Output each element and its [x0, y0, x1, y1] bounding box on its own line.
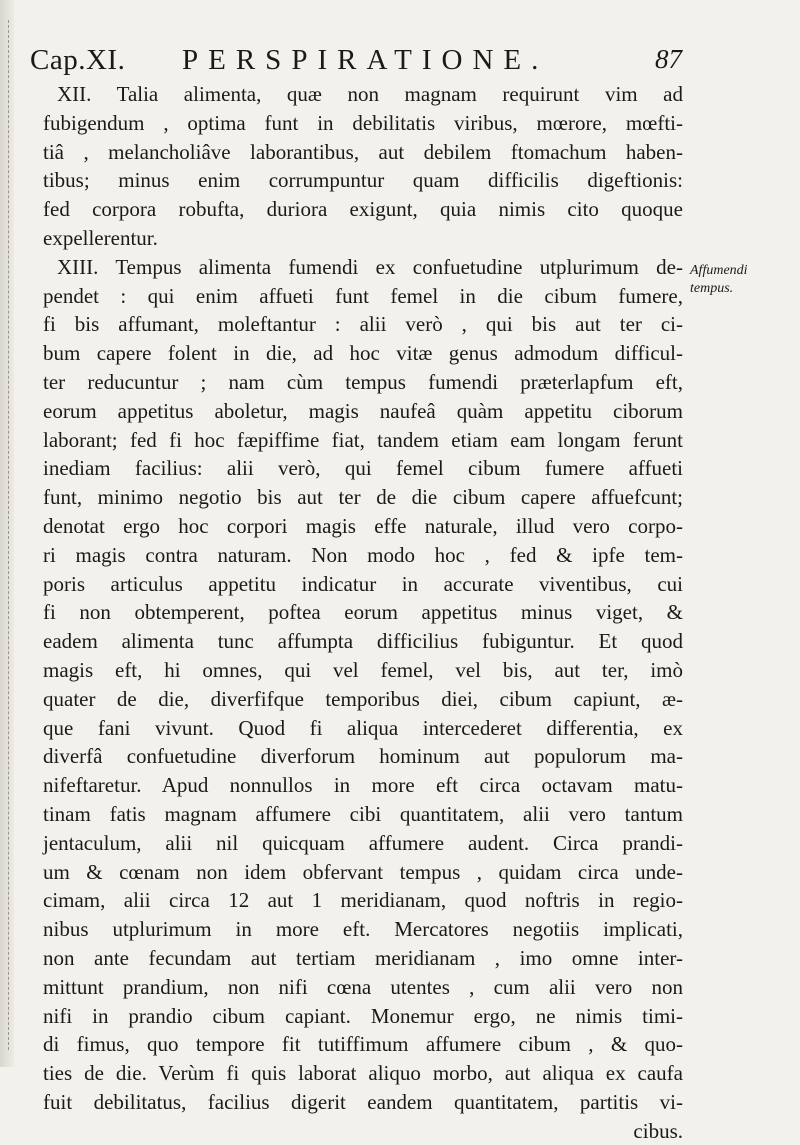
text-line: jentaculum, alii nil quicquam affumere audent. Circa prandi-: [43, 830, 683, 855]
text-line: um & cœnam non idem obfervant tempus , quidam circa unde-: [43, 859, 683, 884]
text-line: magis eft, hi omnes, qui vel femel, vel bis, aut ter, imò: [43, 657, 683, 682]
text-line: laborant; fed fi hoc fæpiffime fiat, tandem etiam eam longam ferunt: [43, 427, 683, 452]
marginal-note-line-2: tempus.: [690, 281, 734, 296]
text-line: eorum appetitus aboletur, magis naufeâ quàm appetitu ciborum: [43, 398, 683, 423]
text-line: ties de die. Verùm fi quis laborat aliquo morbo, aut aliqua ex caufa: [43, 1061, 683, 1086]
text-line: tiâ , melancholiâve laborantibus, aut debilem ftomachum haben-: [43, 139, 683, 164]
text-line: mittunt prandium, non nifi cœna utentes , cum alii vero non: [43, 974, 683, 999]
text-line: fubigendum , optima funt in debilitatis viribus, mœrore, mœfti-: [43, 110, 683, 135]
running-title: PERSPIRATIONE.: [182, 44, 549, 76]
text-line: fuit debilitatus, facilius digerit eandem quantitatem, partitis vi-: [43, 1089, 683, 1114]
text-line: ter reducuntur ; nam cùm tempus fumendi præterlapfum eft,: [43, 369, 683, 394]
text-line: nibus utplurimum in more eft. Mercatores negotiis implicati,: [43, 917, 683, 942]
marginal-note: [690, 262, 800, 298]
text-line: denotat ergo hoc corpori magis effe naturale, illud vero corpo-: [43, 513, 683, 538]
text-line: tinam fatis magnam affumere cibi quantitatem, alii vero tantum: [43, 801, 683, 826]
marginal-note-line-1: Affumendi: [690, 263, 748, 278]
page-number: 87: [655, 44, 682, 74]
text-line: pendet : qui enim affueti funt femel in die cibum fumere,: [43, 283, 683, 308]
text-line: funt, minimo negotio bis aut ter de die cibum capere affuefcunt;: [43, 485, 683, 510]
text-line: tibus; minus enim corrumpuntur quam difficilis digeftionis:: [43, 168, 683, 193]
text-line: non ante fecundam aut tertiam meridianam , imo omne inter-: [43, 945, 683, 970]
catchword-line: cibus.: [633, 1118, 683, 1143]
text-line: ri magis contra naturam. Non modo hoc , fed & ipfe tem-: [43, 542, 683, 567]
text-line: diverfâ confuetudine diverforum hominum aut populorum ma-: [43, 744, 683, 769]
text-line: quater de die, diverfifque temporibus diei, cibum capiunt, æ-: [43, 686, 683, 711]
chapter-label: Cap.XI.: [30, 44, 126, 76]
running-head: [30, 38, 710, 78]
text-line: eadem alimenta tunc affumpta difficilius fubiguntur. Et quod: [43, 629, 683, 654]
text-line: fi bis affumant, moleftantur : alii verò , qui bis aut ter ci-: [43, 312, 683, 337]
text-line: XIII. Tempus alimenta fumendi ex confuetudine utplurimum de-: [57, 254, 683, 279]
book-gutter: [0, 0, 14, 1067]
text-line: poris articulus appetitu indicatur in accurate viventibus, cui: [43, 571, 683, 596]
text-line: bum capere folent in die, ad hoc vitæ genus admodum difficul-: [43, 341, 683, 366]
gutter-shadow-line: [8, 20, 10, 1050]
text-line: XII. Talia alimenta, quæ non magnam requirunt vim ad: [57, 82, 683, 106]
text-line: que fani vivunt. Quod fi aliqua intercederet differentia, ex: [43, 715, 683, 740]
text-line: nifi in prandio cibum capiant. Monemur ergo, ne nimis timi-: [43, 1003, 683, 1028]
text-line: di fimus, quo tempore fit tutiffimum affumere cibum , & quo-: [43, 1032, 683, 1057]
body-text: [43, 80, 683, 1145]
text-line: inediam facilius: alii verò, qui femel cibum fumere affueti: [43, 456, 683, 481]
text-line: cimam, alii circa 12 aut 1 meridianam, quod noftris in regio-: [43, 888, 683, 913]
text-line: fed corpora robufta, duriora exigunt, quia nimis cito quoque: [43, 197, 683, 222]
text-line: fi non obtemperent, poftea eorum appetitus minus viget, &: [43, 600, 683, 625]
text-line: nifeftaretur. Apud nonnullos in more eft circa octavam matu-: [43, 773, 683, 798]
text-line: expellerentur.: [43, 225, 158, 250]
